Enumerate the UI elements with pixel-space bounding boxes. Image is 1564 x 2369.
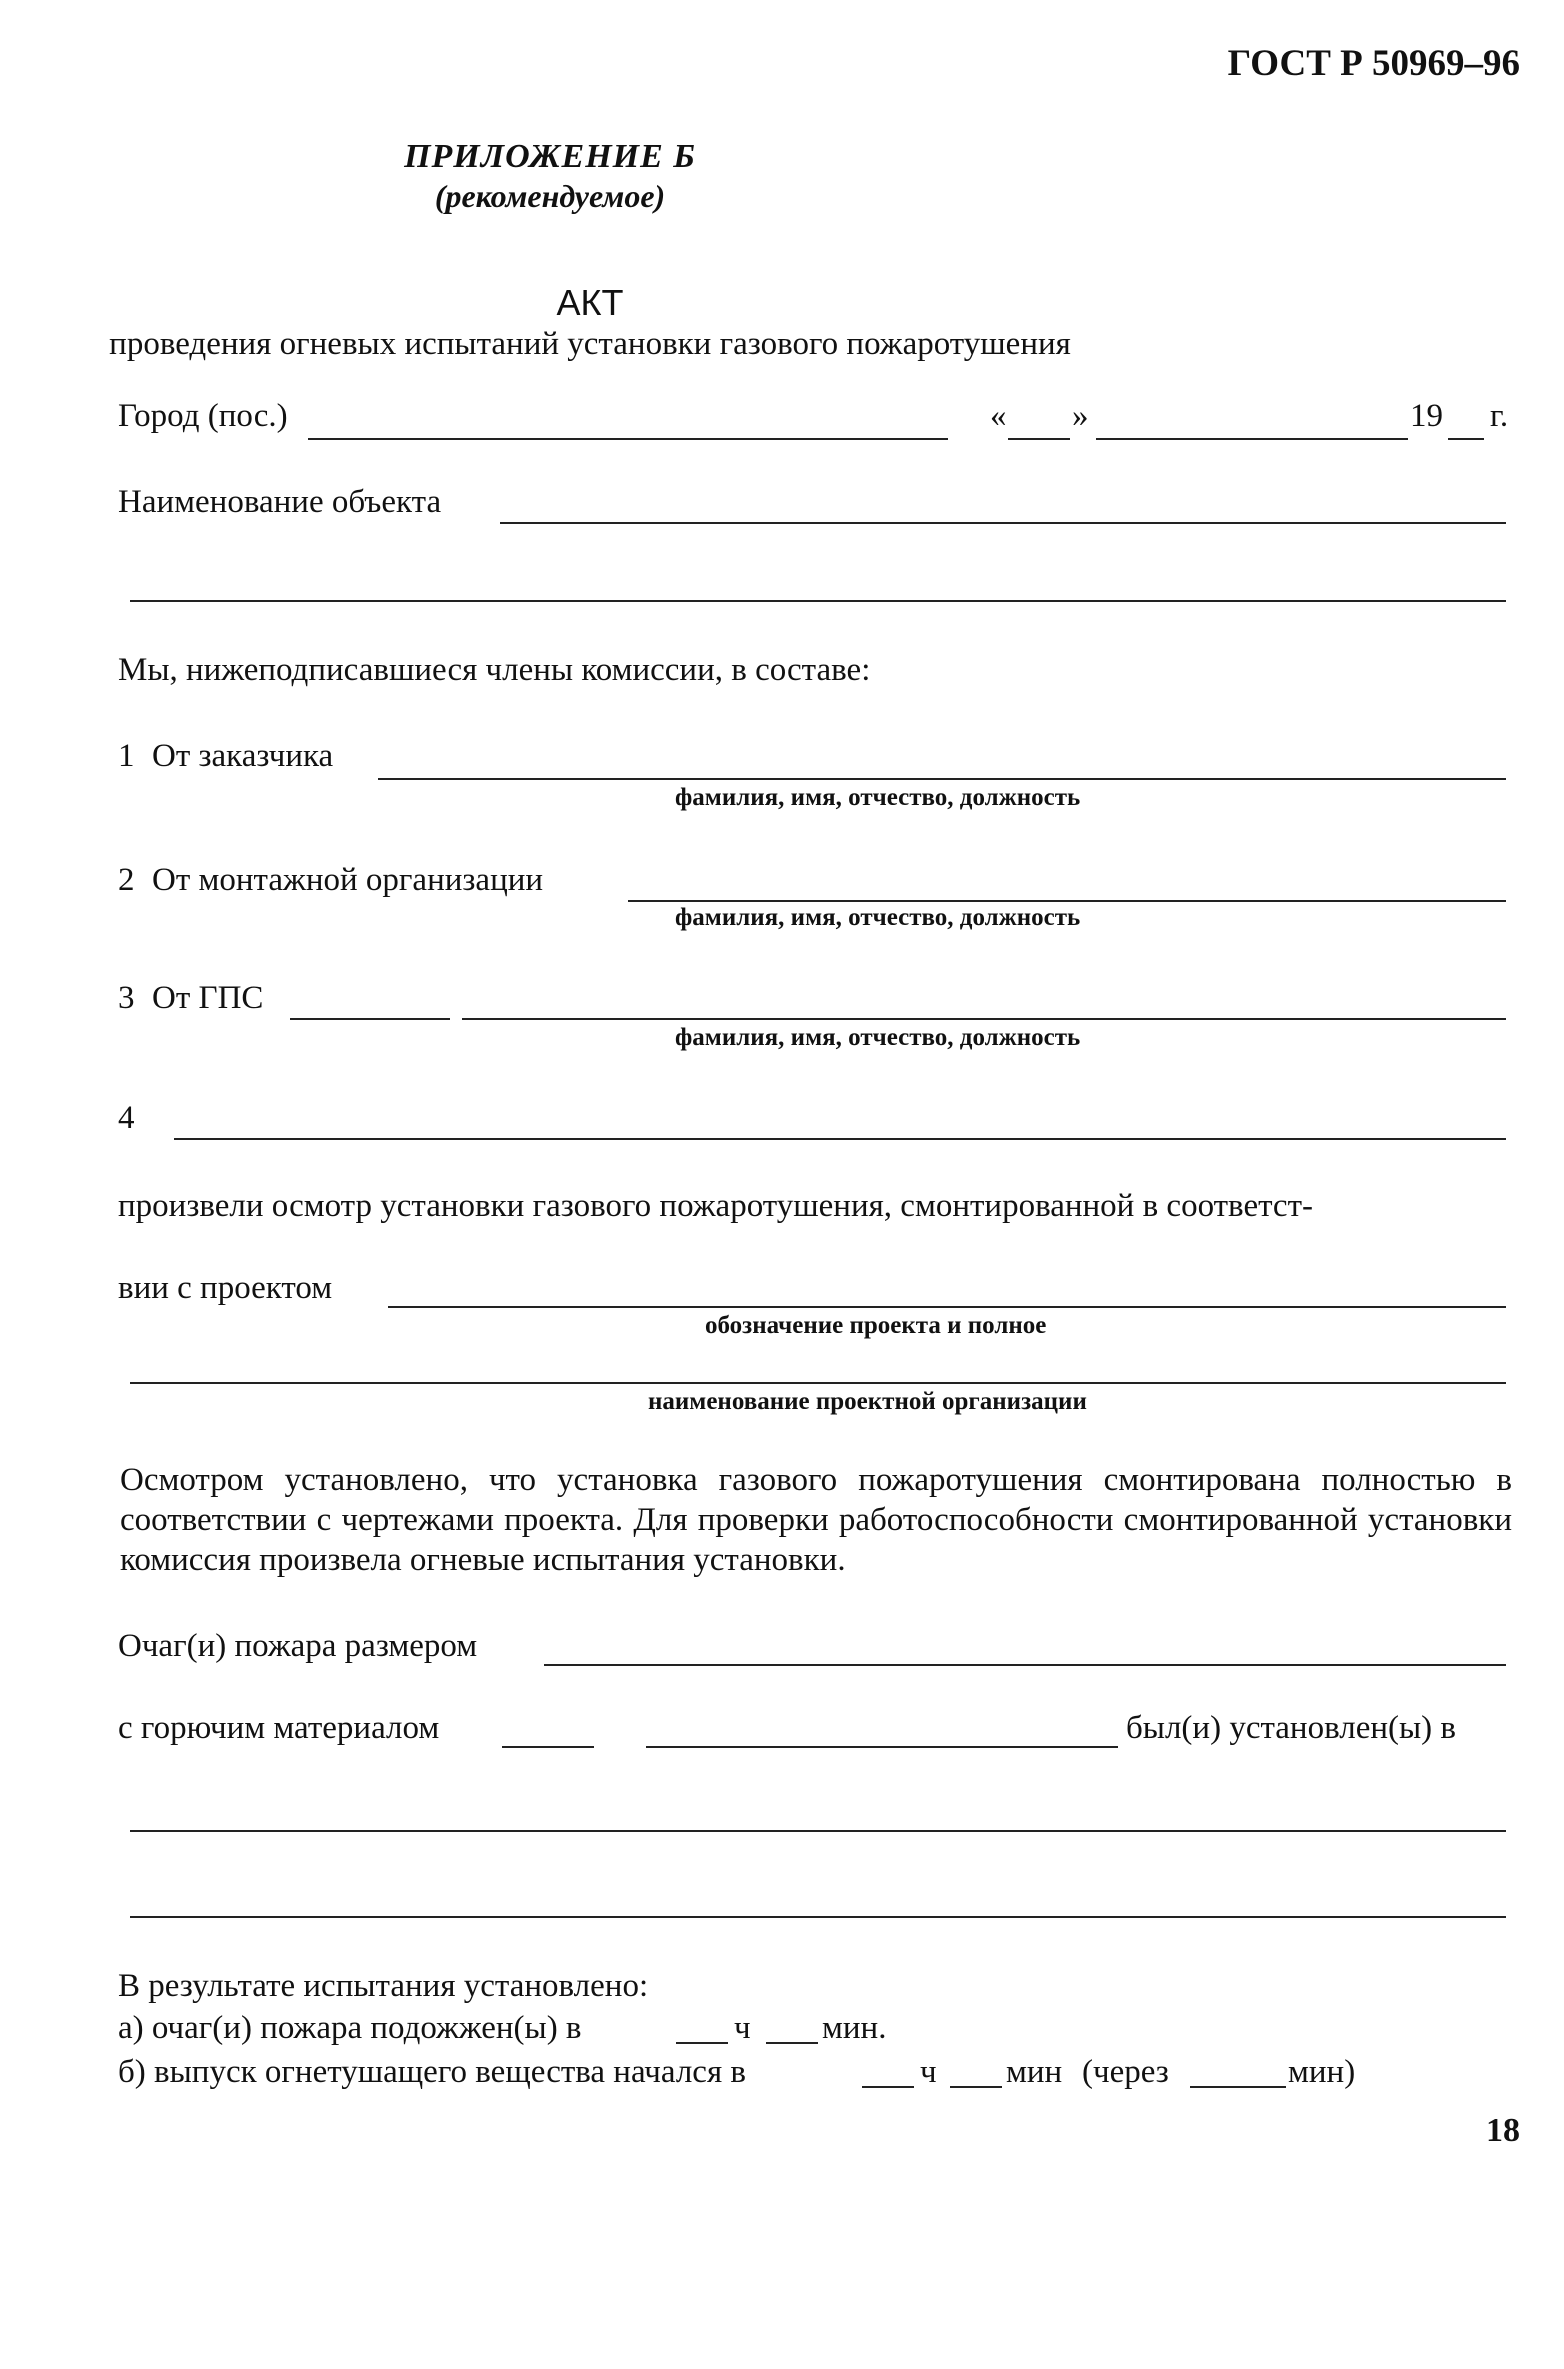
appendix-title: ПРИЛОЖЕНИЕ Б [404, 138, 696, 175]
year-field[interactable] [1448, 438, 1484, 440]
member-4-num: 4 [118, 1100, 135, 1136]
material-field-b[interactable] [646, 1746, 1118, 1748]
appendix-subtitle: (рекомендуемое) [434, 178, 666, 214]
project-caption: обозначение проекта и полное [705, 1312, 1047, 1339]
member-3-caption: фамилия, имя, отчество, должность [675, 1024, 1081, 1051]
standard-number: ГОСТ Р 50969–96 [1227, 43, 1520, 84]
act-title: АКТ [556, 282, 624, 323]
result-b-hours-unit: ч [920, 2054, 937, 2090]
year-prefix: 19 [1410, 398, 1443, 434]
member-2-label: От монтажной организации [152, 862, 544, 898]
fire-size-label: Очаг(и) пожара размером [118, 1628, 478, 1664]
member-3-field-b[interactable] [462, 1018, 1506, 1020]
result-a-hours-field[interactable] [676, 2042, 728, 2044]
result-a-minutes-unit: мин. [822, 2010, 887, 2046]
date-close-quote: » [1072, 398, 1089, 434]
location-field-2[interactable] [130, 1916, 1506, 1918]
inspection-project-label: вии с проектом [118, 1270, 333, 1306]
project-org-caption: наименование проектной организации [648, 1388, 1087, 1415]
commission-intro: Мы, нижеподписавшиеся члены комиссии, в составе: [118, 652, 871, 688]
city-label: Город (пос.) [118, 398, 288, 434]
project-org-field[interactable] [130, 1382, 1506, 1384]
material-label: с горючим материалом [118, 1710, 440, 1746]
result-b-duration-unit: мин) [1288, 2054, 1356, 2090]
result-b-minutes-unit: мин [1006, 2054, 1063, 2090]
results-intro: В результате испытания установлено: [118, 1968, 649, 2004]
result-b-label: б) выпуск огнетушащего вещества начался в [118, 2054, 746, 2090]
member-4-field[interactable] [174, 1138, 1506, 1140]
month-field[interactable] [1096, 438, 1408, 440]
city-field[interactable] [308, 438, 948, 440]
object-label: Наименование объекта [118, 484, 442, 520]
member-3-field-a[interactable] [290, 1018, 450, 1020]
member-1-num: 1 [118, 738, 135, 774]
project-field[interactable] [388, 1306, 1506, 1308]
member-3-label: От ГПС [152, 980, 264, 1016]
date-open-quote: « [990, 398, 1007, 434]
installed-label: был(и) установлен(ы) в [1126, 1710, 1456, 1746]
object-field-line2[interactable] [130, 600, 1506, 602]
result-a-minutes-field[interactable] [766, 2042, 818, 2044]
member-2-caption: фамилия, имя, отчество, должность [675, 904, 1081, 931]
member-1-caption: фамилия, имя, отчество, должность [675, 784, 1081, 811]
member-2-field[interactable] [628, 900, 1506, 902]
result-a-label: а) очаг(и) пожара подожжен(ы) в [118, 2010, 582, 2046]
year-suffix: г. [1490, 398, 1509, 434]
result-b-through-label: (через [1082, 2054, 1169, 2090]
act-subtitle: проведения огневых испытаний установки газового пожаротушения [109, 326, 1071, 362]
material-field-a[interactable] [502, 1746, 594, 1748]
page-number: 18 [1486, 2112, 1520, 2149]
object-field[interactable] [500, 522, 1506, 524]
result-b-duration-field[interactable] [1190, 2086, 1286, 2088]
member-1-field[interactable] [378, 778, 1506, 780]
result-b-minutes-field[interactable] [950, 2086, 1002, 2088]
member-2-num: 2 [118, 862, 135, 898]
result-a-hours-unit: ч [734, 2010, 751, 2046]
member-3-num: 3 [118, 980, 135, 1016]
inspection-line1: произвели осмотр установки газового пожаротушения, смонтированной в соответст- [118, 1188, 1313, 1224]
result-b-hours-field[interactable] [862, 2086, 914, 2088]
day-field[interactable] [1008, 438, 1070, 440]
location-field-1[interactable] [130, 1830, 1506, 1832]
finding-paragraph: Осмотром установлено, что установка газового пожаротушения смонтирована полностью в соответствии с чертежами проекта. Для проверки работоспособности смонтированной установки комиссия произвела огневые испытания установки. [120, 1462, 1512, 1578]
fire-size-field[interactable] [544, 1664, 1506, 1666]
member-1-label: От заказчика [152, 738, 334, 774]
